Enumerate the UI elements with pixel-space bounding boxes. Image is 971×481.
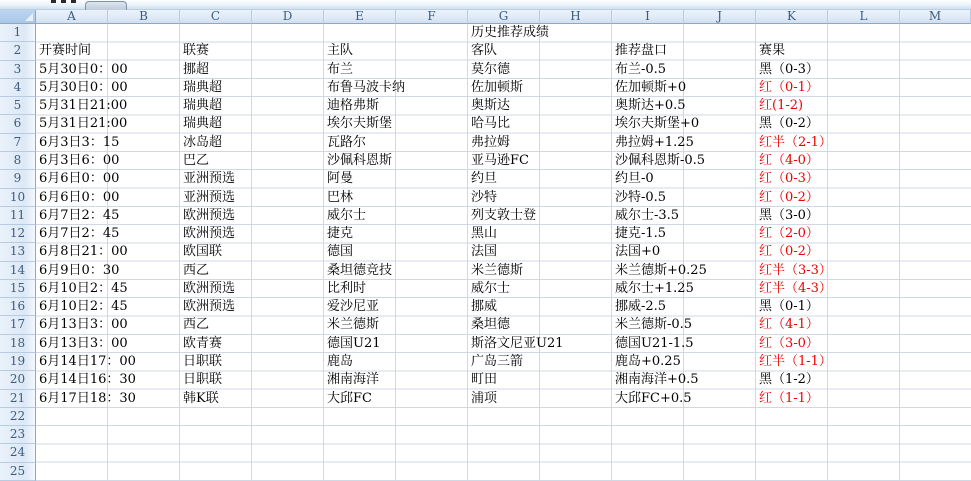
cell-A3-time[interactable]: 5月30日0：00 bbox=[39, 61, 128, 77]
cell-C9-league[interactable]: 亚洲预选 bbox=[183, 171, 236, 187]
cell-K14-result[interactable]: 红半（3-3） bbox=[759, 262, 832, 278]
cell-C11-league[interactable]: 欧洲预选 bbox=[183, 207, 236, 223]
cell-C19-league[interactable]: 日职联 bbox=[183, 354, 223, 370]
cell-G2-away-header[interactable]: 客队 bbox=[471, 43, 498, 59]
cell-G3-away[interactable]: 莫尔德 bbox=[471, 61, 511, 77]
row-header-23[interactable]: 23 bbox=[0, 426, 36, 444]
cell-K2-result-header[interactable]: 赛果 bbox=[759, 43, 786, 59]
row-header-9[interactable]: 9 bbox=[0, 170, 36, 188]
column-header-A[interactable]: A bbox=[36, 10, 108, 24]
sheet-grid[interactable] bbox=[36, 24, 971, 481]
cell-I15-handicap[interactable]: 威尔士+1.25 bbox=[615, 280, 694, 296]
cell-A18-time[interactable]: 6月13日3：00 bbox=[39, 335, 128, 351]
cell-G20-away[interactable]: 町田 bbox=[471, 372, 498, 388]
select-all-triangle-icon bbox=[25, 13, 33, 21]
cell-I14-handicap[interactable]: 米兰德斯+0.25 bbox=[615, 262, 707, 278]
cell-G14-away[interactable]: 米兰德斯 bbox=[471, 262, 524, 278]
row-header-18[interactable]: 18 bbox=[0, 335, 36, 353]
cell-I11-handicap[interactable]: 威尔士-3.5 bbox=[615, 207, 680, 223]
cell-K11-result[interactable]: 黑（3-0） bbox=[759, 207, 819, 223]
cell-A16-time[interactable]: 6月10日2：45 bbox=[39, 299, 128, 315]
row-header-15[interactable]: 15 bbox=[0, 280, 36, 298]
cell-C2-league-header[interactable]: 联赛 bbox=[183, 43, 210, 59]
column-header-J[interactable]: J bbox=[684, 10, 756, 24]
cell-K5-result[interactable]: 红(1-2) bbox=[759, 98, 804, 114]
cell-E18-home[interactable]: 德国U21 bbox=[327, 335, 381, 351]
row-header-17[interactable]: 17 bbox=[0, 316, 36, 334]
row-header-2[interactable]: 2 bbox=[0, 42, 36, 60]
cell-A17-time[interactable]: 6月13日3：00 bbox=[39, 317, 128, 333]
cell-I12-handicap[interactable]: 捷克-1.5 bbox=[615, 226, 667, 242]
row-header-12[interactable]: 12 bbox=[0, 225, 36, 243]
cell-C17-league[interactable]: 西乙 bbox=[183, 317, 210, 333]
cell-E2-home-header[interactable]: 主队 bbox=[327, 43, 354, 59]
cell-C5-league[interactable]: 瑞典超 bbox=[183, 98, 223, 114]
cell-C21-league[interactable]: 韩K联 bbox=[183, 390, 219, 406]
row-header-3[interactable]: 3 bbox=[0, 61, 36, 79]
row-header-8[interactable]: 8 bbox=[0, 152, 36, 170]
cell-G18-away[interactable]: 斯洛文尼亚U21 bbox=[471, 335, 564, 351]
row-header-19[interactable]: 19 bbox=[0, 353, 36, 371]
cell-C16-league[interactable]: 欧洲预选 bbox=[183, 299, 236, 315]
cell-G10-away[interactable]: 沙特 bbox=[471, 189, 498, 205]
cell-G13-away[interactable]: 法国 bbox=[471, 244, 498, 260]
cell-I18-handicap[interactable]: 德国U21-1.5 bbox=[615, 335, 694, 351]
row-header-16[interactable]: 16 bbox=[0, 298, 36, 316]
cell-I21-handicap[interactable]: 大邱FC+0.5 bbox=[615, 390, 692, 406]
column-header-L[interactable]: L bbox=[828, 10, 900, 24]
column-header-H[interactable]: H bbox=[540, 10, 612, 24]
cell-A19-time[interactable]: 6月14日17：00 bbox=[39, 354, 136, 370]
column-header-K[interactable]: K bbox=[756, 10, 828, 24]
cell-C14-league[interactable]: 西乙 bbox=[183, 262, 210, 278]
cell-I2-handicap-header[interactable]: 推荐盘口 bbox=[615, 43, 668, 59]
column-header-I[interactable]: I bbox=[612, 10, 684, 24]
cell-E20-home[interactable]: 湘南海洋 bbox=[327, 372, 380, 388]
cell-G15-away[interactable]: 威尔士 bbox=[471, 280, 511, 296]
cell-I4-handicap[interactable]: 佐加顿斯+0 bbox=[615, 79, 687, 95]
cell-C13-league[interactable]: 欧国联 bbox=[183, 244, 223, 260]
cell-I7-handicap[interactable]: 弗拉姆+1.25 bbox=[615, 134, 694, 150]
cell-E6-home[interactable]: 埃尔夫斯堡 bbox=[327, 116, 393, 132]
row-header-5[interactable]: 5 bbox=[0, 97, 36, 115]
cell-I13-handicap[interactable]: 法国+0 bbox=[615, 244, 661, 260]
cell-K12-result[interactable]: 红（2-0） bbox=[759, 226, 819, 242]
cell-K3-result[interactable]: 黑（0-3） bbox=[759, 61, 819, 77]
row-header-6[interactable]: 6 bbox=[0, 115, 36, 133]
cell-E9-home[interactable]: 阿曼 bbox=[327, 171, 354, 187]
row-header-21[interactable]: 21 bbox=[0, 390, 36, 408]
row-header-20[interactable]: 20 bbox=[0, 371, 36, 389]
cell-A7-time[interactable]: 6月3日3：15 bbox=[39, 134, 120, 150]
cell-G17-away[interactable]: 桑坦德 bbox=[471, 317, 511, 333]
cell-A15-time[interactable]: 6月10日2：45 bbox=[39, 280, 128, 296]
cell-A20-time[interactable]: 6月14日16：30 bbox=[39, 372, 136, 388]
cell-A4-time[interactable]: 5月30日0：00 bbox=[39, 79, 128, 95]
cell-C8-league[interactable]: 巴乙 bbox=[183, 152, 210, 168]
cell-C18-league[interactable]: 欧青赛 bbox=[183, 335, 223, 351]
cell-E21-home[interactable]: 大邱FC bbox=[327, 390, 372, 406]
row-header-22[interactable]: 22 bbox=[0, 408, 36, 426]
cell-K20-result[interactable]: 黑（1-2） bbox=[759, 372, 819, 388]
cell-G21-away[interactable]: 浦项 bbox=[471, 390, 498, 406]
cell-C7-league[interactable]: 冰岛超 bbox=[183, 134, 223, 150]
row-header-25[interactable]: 25 bbox=[0, 463, 36, 481]
cell-G5-away[interactable]: 奥斯达 bbox=[471, 98, 511, 114]
cell-E10-home[interactable]: 巴林 bbox=[327, 189, 354, 205]
cell-I8-handicap[interactable]: 沙佩科恩斯-0.5 bbox=[615, 152, 706, 168]
cell-E5-home[interactable]: 迪格弗斯 bbox=[327, 98, 380, 114]
cell-E14-home[interactable]: 桑坦德竞技 bbox=[327, 262, 393, 278]
cell-C12-league[interactable]: 欧洲预选 bbox=[183, 226, 236, 242]
cell-K8-result[interactable]: 红（4-0） bbox=[759, 152, 819, 168]
column-header-M[interactable]: M bbox=[900, 10, 971, 24]
cell-E15-home[interactable]: 比利时 bbox=[327, 280, 367, 296]
cell-G16-away[interactable]: 挪威 bbox=[471, 299, 498, 315]
cell-I17-handicap[interactable]: 米兰德斯-0.5 bbox=[615, 317, 693, 333]
cell-K21-result[interactable]: 红（1-1） bbox=[759, 390, 819, 406]
column-header-D[interactable]: D bbox=[252, 10, 324, 24]
cell-C6-league[interactable]: 瑞典超 bbox=[183, 116, 223, 132]
cell-I10-handicap[interactable]: 沙特-0.5 bbox=[615, 189, 667, 205]
cell-G19-away[interactable]: 广岛三箭 bbox=[471, 354, 524, 370]
cell-A14-time[interactable]: 6月9日0：30 bbox=[39, 262, 120, 278]
row-header-14[interactable]: 14 bbox=[0, 262, 36, 280]
cell-E4-home[interactable]: 布鲁马波卡纳 bbox=[327, 79, 406, 95]
cell-A10-time[interactable]: 6月6日0：00 bbox=[39, 189, 120, 205]
row-header-1[interactable]: 1 bbox=[0, 24, 36, 42]
cell-K15-result[interactable]: 红半（4-3） bbox=[759, 280, 832, 296]
cell-A12-time[interactable]: 6月7日2：45 bbox=[39, 226, 120, 242]
cell-A11-time[interactable]: 6月7日2：45 bbox=[39, 207, 120, 223]
cell-I9-handicap[interactable]: 约旦-0 bbox=[615, 171, 654, 187]
cell-G9-away[interactable]: 约旦 bbox=[471, 171, 498, 187]
cell-A8-time[interactable]: 6月3日6：00 bbox=[39, 152, 120, 168]
row-header-10[interactable]: 10 bbox=[0, 189, 36, 207]
cell-G6-away[interactable]: 哈马比 bbox=[471, 116, 511, 132]
cell-E7-home[interactable]: 瓦路尔 bbox=[327, 134, 367, 150]
cell-I3-handicap[interactable]: 布兰-0.5 bbox=[615, 61, 667, 77]
column-header-G[interactable]: G bbox=[468, 10, 540, 24]
cell-K16-result[interactable]: 黑（0-1） bbox=[759, 299, 819, 315]
cell-C3-league[interactable]: 挪超 bbox=[183, 61, 210, 77]
cell-E12-home[interactable]: 捷克 bbox=[327, 226, 354, 242]
cell-A5-time[interactable]: 5月31日21:00 bbox=[39, 98, 128, 114]
cell-C15-league[interactable]: 欧洲预选 bbox=[183, 280, 236, 296]
cell-E19-home[interactable]: 鹿岛 bbox=[327, 354, 354, 370]
cell-G8-away[interactable]: 亚马逊FC bbox=[471, 152, 529, 168]
cell-K10-result[interactable]: 红（0-2） bbox=[759, 189, 819, 205]
cell-E3-home[interactable]: 布兰 bbox=[327, 61, 354, 77]
clipped-ui-fragment bbox=[51, 0, 80, 3]
cell-I5-handicap[interactable]: 奥斯达+0.5 bbox=[615, 98, 686, 114]
cell-G1-title[interactable]: 历史推荐成绩 bbox=[471, 25, 550, 40]
cell-K13-result[interactable]: 红（0-2） bbox=[759, 244, 819, 260]
cell-I20-handicap[interactable]: 湘南海洋+0.5 bbox=[615, 372, 699, 388]
column-header-F[interactable]: F bbox=[396, 10, 468, 24]
cell-K4-result[interactable]: 红（0-1） bbox=[759, 79, 819, 95]
cell-C4-league[interactable]: 瑞典超 bbox=[183, 79, 223, 95]
select-all-corner[interactable] bbox=[0, 10, 36, 24]
column-header-B[interactable]: B bbox=[108, 10, 180, 24]
cell-K9-result[interactable]: 红（0-3） bbox=[759, 171, 819, 187]
cell-A2-time-header[interactable]: 开赛时间 bbox=[39, 43, 92, 59]
cell-E11-home[interactable]: 威尔士 bbox=[327, 207, 367, 223]
cell-A9-time[interactable]: 6月6日0：00 bbox=[39, 171, 120, 187]
cell-A13-time[interactable]: 6月8日21：00 bbox=[39, 244, 128, 260]
row-header-24[interactable]: 24 bbox=[0, 444, 36, 462]
cell-G12-away[interactable]: 黑山 bbox=[471, 226, 498, 242]
cell-E13-home[interactable]: 德国 bbox=[327, 244, 354, 260]
cell-A21-time[interactable]: 6月17日18：30 bbox=[39, 390, 136, 406]
cell-G11-away[interactable]: 列支敦士登 bbox=[471, 207, 537, 223]
cell-K17-result[interactable]: 红（4-1） bbox=[759, 317, 819, 333]
cell-E17-home[interactable]: 米兰德斯 bbox=[327, 317, 380, 333]
cell-K19-result[interactable]: 红半（1-1） bbox=[759, 354, 832, 370]
cell-G7-away[interactable]: 弗拉姆 bbox=[471, 134, 511, 150]
cell-E16-home[interactable]: 爱沙尼亚 bbox=[327, 299, 380, 315]
cell-K6-result[interactable]: 黑（0-2） bbox=[759, 116, 819, 132]
cell-K18-result[interactable]: 红（3-0） bbox=[759, 335, 819, 351]
cell-K7-result[interactable]: 红半（2-1） bbox=[759, 134, 832, 150]
row-header-11[interactable]: 11 bbox=[0, 207, 36, 225]
cell-I19-handicap[interactable]: 鹿岛+0.25 bbox=[615, 354, 681, 370]
clipped-tab bbox=[85, 1, 127, 10]
cell-A6-time[interactable]: 5月31日21:00 bbox=[39, 116, 128, 132]
cell-G4-away[interactable]: 佐加顿斯 bbox=[471, 79, 524, 95]
cell-C10-league[interactable]: 亚洲预选 bbox=[183, 189, 236, 205]
cell-I16-handicap[interactable]: 挪威-2.5 bbox=[615, 299, 667, 315]
column-header-C[interactable]: C bbox=[180, 10, 252, 24]
column-header-E[interactable]: E bbox=[324, 10, 396, 24]
row-header-13[interactable]: 13 bbox=[0, 243, 36, 261]
cell-E8-home[interactable]: 沙佩科恩斯 bbox=[327, 152, 393, 168]
row-header-7[interactable]: 7 bbox=[0, 134, 36, 152]
cell-I6-handicap[interactable]: 埃尔夫斯堡+0 bbox=[615, 116, 700, 132]
cell-C20-league[interactable]: 日职联 bbox=[183, 372, 223, 388]
row-header-4[interactable]: 4 bbox=[0, 79, 36, 97]
